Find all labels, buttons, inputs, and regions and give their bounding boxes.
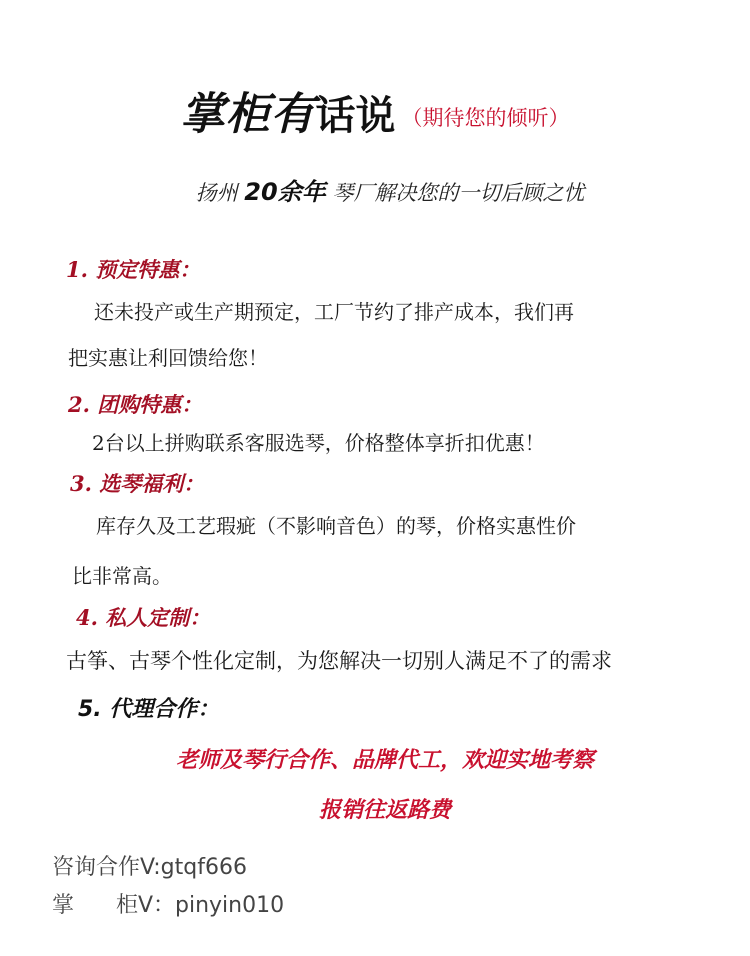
- section-heading-custom: 4. 私人定制：: [76, 605, 211, 630]
- section-heading-agency: 5. 代理合作：: [78, 697, 220, 722]
- section-text-selection-line1: 库存久及工艺瑕疵（不影响音色）的琴，价格实惠性价: [96, 514, 576, 538]
- subtitle-suffix: 琴厂解决您的一切后顾之忧: [325, 181, 585, 205]
- page-title: [0, 78, 750, 142]
- agency-promo-line2: 报销往返路费: [318, 798, 451, 823]
- title-normal-text: 话说: [315, 92, 396, 139]
- title-strong-text: 掌柜有: [180, 89, 316, 140]
- title-subtitle-paren: （期待您的倾听）: [401, 106, 570, 130]
- section-text-preorder-line1: 还未投产或生产期预定，工厂节约了排产成本，我们再: [94, 300, 574, 324]
- section-heading-group-buy: 2. 团购特惠：: [68, 392, 203, 417]
- subtitle-prefix: 扬州: [195, 181, 245, 205]
- contact-consult: 咨询合作V:gtqf666: [52, 855, 247, 880]
- section-heading-selection: 3. 选琴福利：: [70, 471, 205, 496]
- contact-owner: 掌 柜V：pinyin010: [52, 893, 285, 918]
- subtitle: [0, 172, 750, 207]
- subtitle-years: 20余年: [244, 178, 326, 206]
- section-text-group-buy: 2台以上拼购联系客服选琴，价格整体享折扣优惠！: [92, 431, 545, 455]
- agency-promo-line1: 老师及琴行合作、品牌代工，欢迎实地考察: [175, 748, 594, 773]
- section-heading-preorder: 1. 预定特惠：: [66, 257, 201, 282]
- section-text-selection-line2: 比非常高。: [72, 564, 172, 588]
- section-text-preorder-line2: 把实惠让利回馈给您！: [68, 346, 268, 370]
- section-text-custom: 古筝、古琴个性化定制，为您解决一切别人满足不了的需求: [66, 649, 612, 673]
